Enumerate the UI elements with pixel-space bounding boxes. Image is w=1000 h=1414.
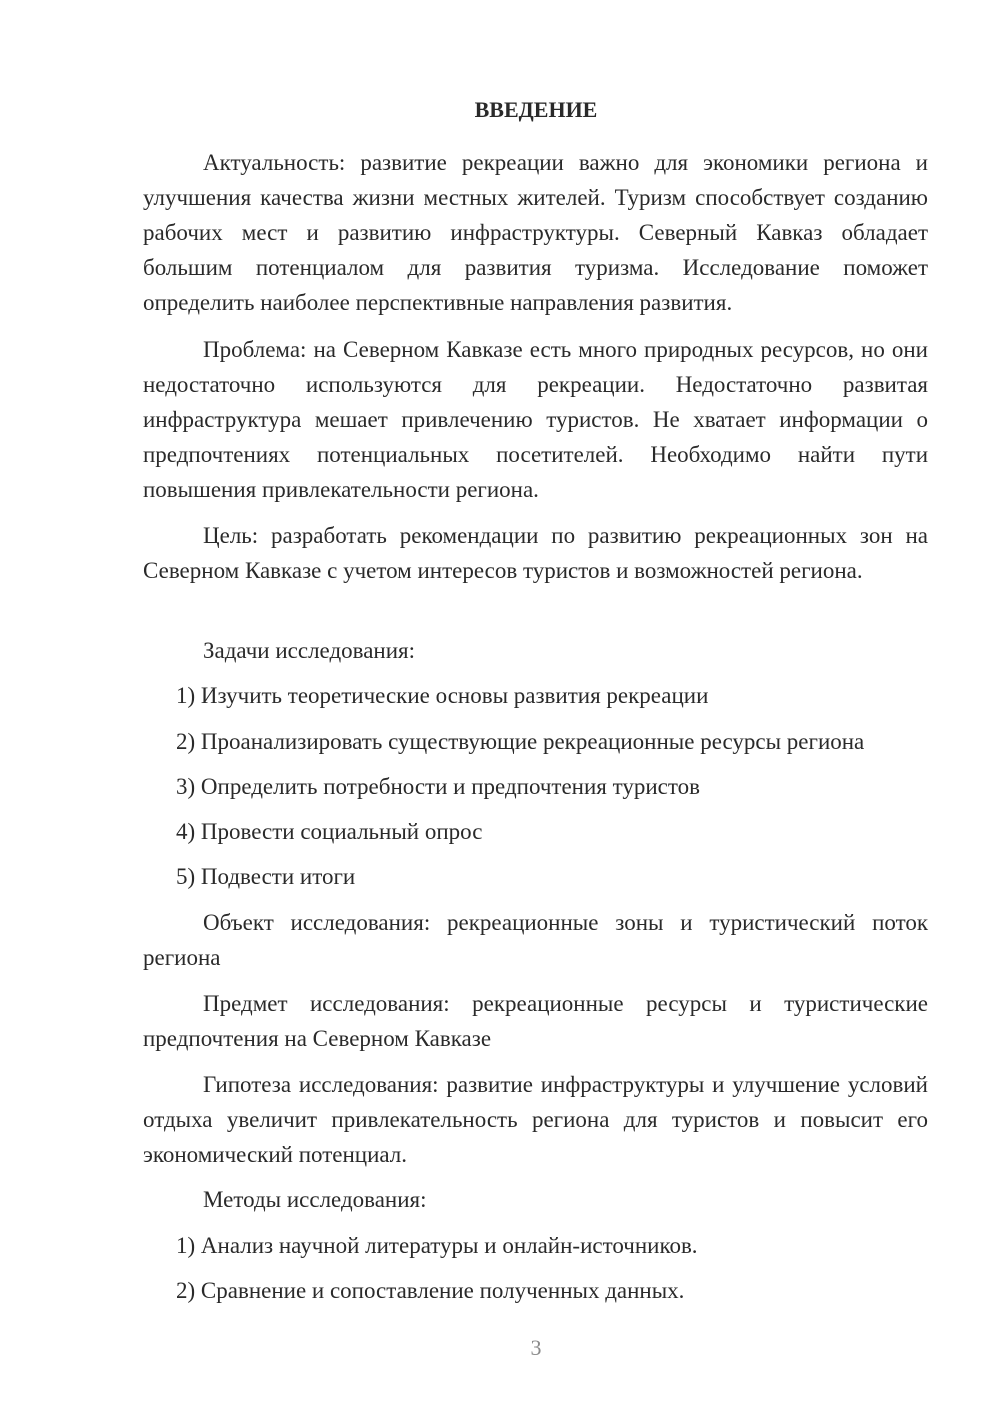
task-item-3: 3) Определить потребности и предпочтения туристов bbox=[176, 774, 701, 799]
task-item-5: 5) Подвести итоги bbox=[176, 864, 356, 889]
method-item-1: 1) Анализ научной литературы и онлайн-источников. bbox=[176, 1233, 698, 1258]
object-paragraph: Объект исследования: рекреационные зоны и туристический поток региона bbox=[143, 910, 928, 970]
task-item-4: 4) Провести социальный опрос bbox=[176, 819, 483, 844]
method-item-2: 2) Сравнение и сопоставление полученных данных. bbox=[176, 1278, 685, 1303]
task-item-1: 1) Изучить теоретические основы развития рекреации bbox=[176, 683, 709, 708]
page-title: ВВЕДЕНИЕ bbox=[474, 97, 598, 122]
task-item-2: 2) Проанализировать существующие рекреационные ресурсы региона bbox=[176, 729, 865, 754]
relevance-paragraph: Актуальность: развитие рекреации важно для экономики региона и улучшения качества жизни местных жителей. Туризм способствует созданию рабочих мест и развитию инфраструктуры. Северный Кавказ обладает большим потенциалом для развития туризма. Исследование поможет определить наиболее перспективные направления развития. bbox=[143, 150, 928, 315]
goal-paragraph: Цель: разработать рекомендации по развитию рекреационных зон на Северном Кавказе с учетом интересов туристов и возможностей региона. bbox=[143, 523, 928, 583]
methods-heading: Методы исследования: bbox=[203, 1187, 427, 1212]
page-number: 3 bbox=[530, 1335, 542, 1360]
subject-paragraph: Предмет исследования: рекреационные ресурсы и туристические предпочтения на Северном Кавказе bbox=[143, 991, 928, 1051]
hypothesis-paragraph: Гипотеза исследования: развитие инфраструктуры и улучшение условий отдыха увеличит привлекательность региона для туристов и повысит его экономический потенциал. bbox=[143, 1072, 928, 1167]
problem-paragraph: Проблема: на Северном Кавказе есть много природных ресурсов, но они недостаточно используются для рекреации. Недостаточно развитая инфраструктура мешает привлечению туристов. Не хватает информации о предпочтениях потенциальных посетителей. Необходимо найти пути повышения привлекательности региона. bbox=[143, 337, 928, 502]
tasks-heading: Задачи исследования: bbox=[203, 638, 416, 663]
